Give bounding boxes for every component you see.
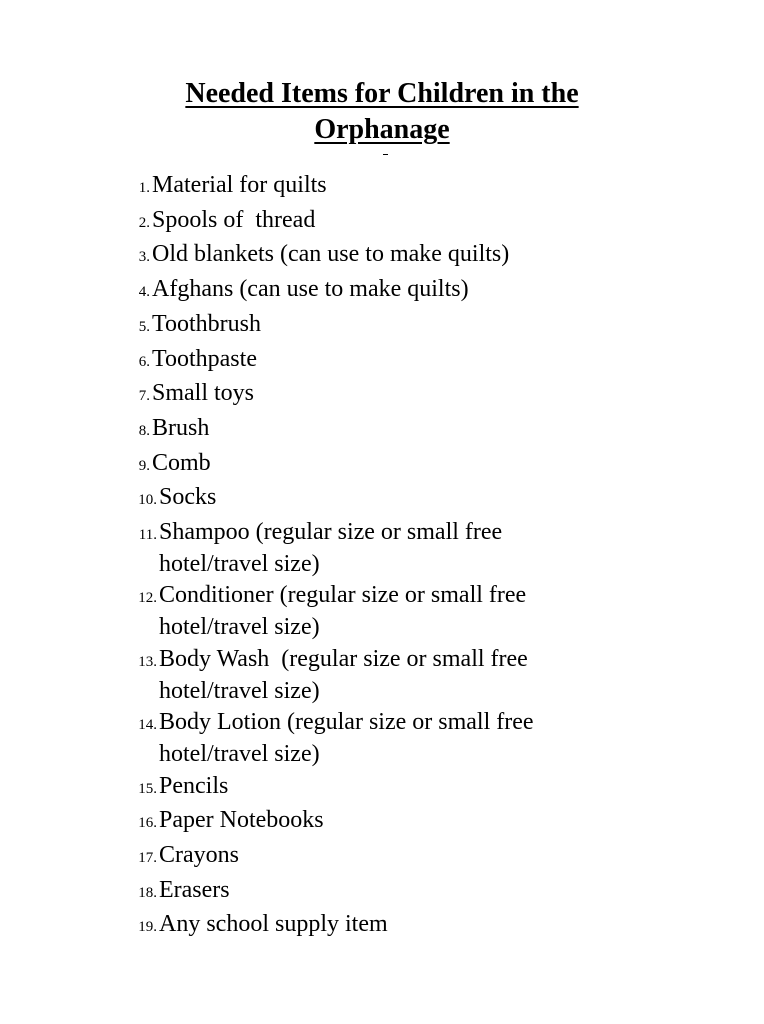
list-item bbox=[0, 309, 764, 344]
list-item bbox=[0, 344, 764, 379]
item-number: 3. bbox=[138, 249, 150, 266]
item-text: Toothbrush bbox=[152, 310, 261, 337]
item-number: 1. bbox=[138, 180, 150, 196]
list-item bbox=[0, 482, 764, 517]
item-text: Body Lotion (regular size or small free hotel/travel size) bbox=[159, 709, 534, 767]
item-number: 16. bbox=[138, 815, 157, 832]
item-text: Old blankets (can use to make quilts) bbox=[152, 241, 510, 268]
list-item bbox=[0, 274, 764, 309]
item-text: Comb bbox=[152, 449, 211, 476]
item-number: 9. bbox=[138, 457, 150, 474]
item-text: Afghans (can use to make quilts) bbox=[152, 276, 469, 303]
title-line-1: Needed Items for Children in the bbox=[185, 78, 579, 109]
item-text: Spools of thread bbox=[152, 206, 316, 233]
item-number: 10. bbox=[138, 492, 157, 509]
item-number: 8. bbox=[138, 422, 150, 439]
item-text: Any school supply item bbox=[159, 911, 388, 938]
item-text: Pencils bbox=[159, 772, 229, 799]
item-number: 14. bbox=[138, 717, 157, 734]
stray-dash-mark bbox=[383, 154, 388, 155]
list-item bbox=[0, 840, 764, 875]
list-item bbox=[0, 378, 764, 413]
list-item bbox=[0, 909, 764, 944]
list-item bbox=[0, 580, 764, 643]
document-title bbox=[0, 76, 764, 148]
item-text: Body Wash (regular size or small free hotel/travel size) bbox=[159, 645, 528, 704]
list-item bbox=[0, 707, 764, 770]
item-number: 13. bbox=[138, 653, 157, 670]
item-text: Shampoo (regular size or small free hotel/travel size) bbox=[159, 519, 503, 577]
item-number: 7. bbox=[138, 388, 150, 405]
list-item bbox=[0, 517, 764, 580]
item-number: 11. bbox=[138, 527, 157, 544]
item-text: Toothpaste bbox=[152, 345, 257, 372]
item-number: 18. bbox=[138, 884, 157, 901]
item-number: 6. bbox=[138, 353, 150, 370]
item-text: Small toys bbox=[152, 380, 255, 407]
item-text: Socks bbox=[159, 484, 217, 511]
list-item bbox=[0, 413, 764, 448]
item-text: Erasers bbox=[159, 876, 230, 903]
item-text: Material for quilts bbox=[152, 172, 327, 198]
item-text: Conditioner (regular size or small free hotel/travel size) bbox=[159, 582, 527, 641]
item-number: 2. bbox=[138, 214, 150, 231]
list-item bbox=[0, 448, 764, 483]
item-number: 4. bbox=[138, 284, 150, 301]
list-item bbox=[0, 170, 764, 205]
list-item bbox=[0, 805, 764, 840]
item-text: Brush bbox=[152, 414, 210, 441]
list-item bbox=[0, 239, 764, 274]
item-number: 15. bbox=[138, 780, 157, 797]
item-text: Paper Notebooks bbox=[159, 807, 324, 834]
needed-items-list bbox=[0, 170, 764, 944]
list-item bbox=[0, 644, 764, 707]
item-text: Crayons bbox=[159, 842, 239, 869]
list-item bbox=[0, 771, 764, 806]
list-item bbox=[0, 875, 764, 910]
item-number: 19. bbox=[138, 919, 157, 936]
title-line-2: Orphanage bbox=[314, 114, 450, 145]
item-number: 5. bbox=[138, 318, 150, 335]
item-number: 12. bbox=[138, 590, 157, 607]
item-number: 17. bbox=[138, 850, 157, 867]
list-item bbox=[0, 205, 764, 240]
